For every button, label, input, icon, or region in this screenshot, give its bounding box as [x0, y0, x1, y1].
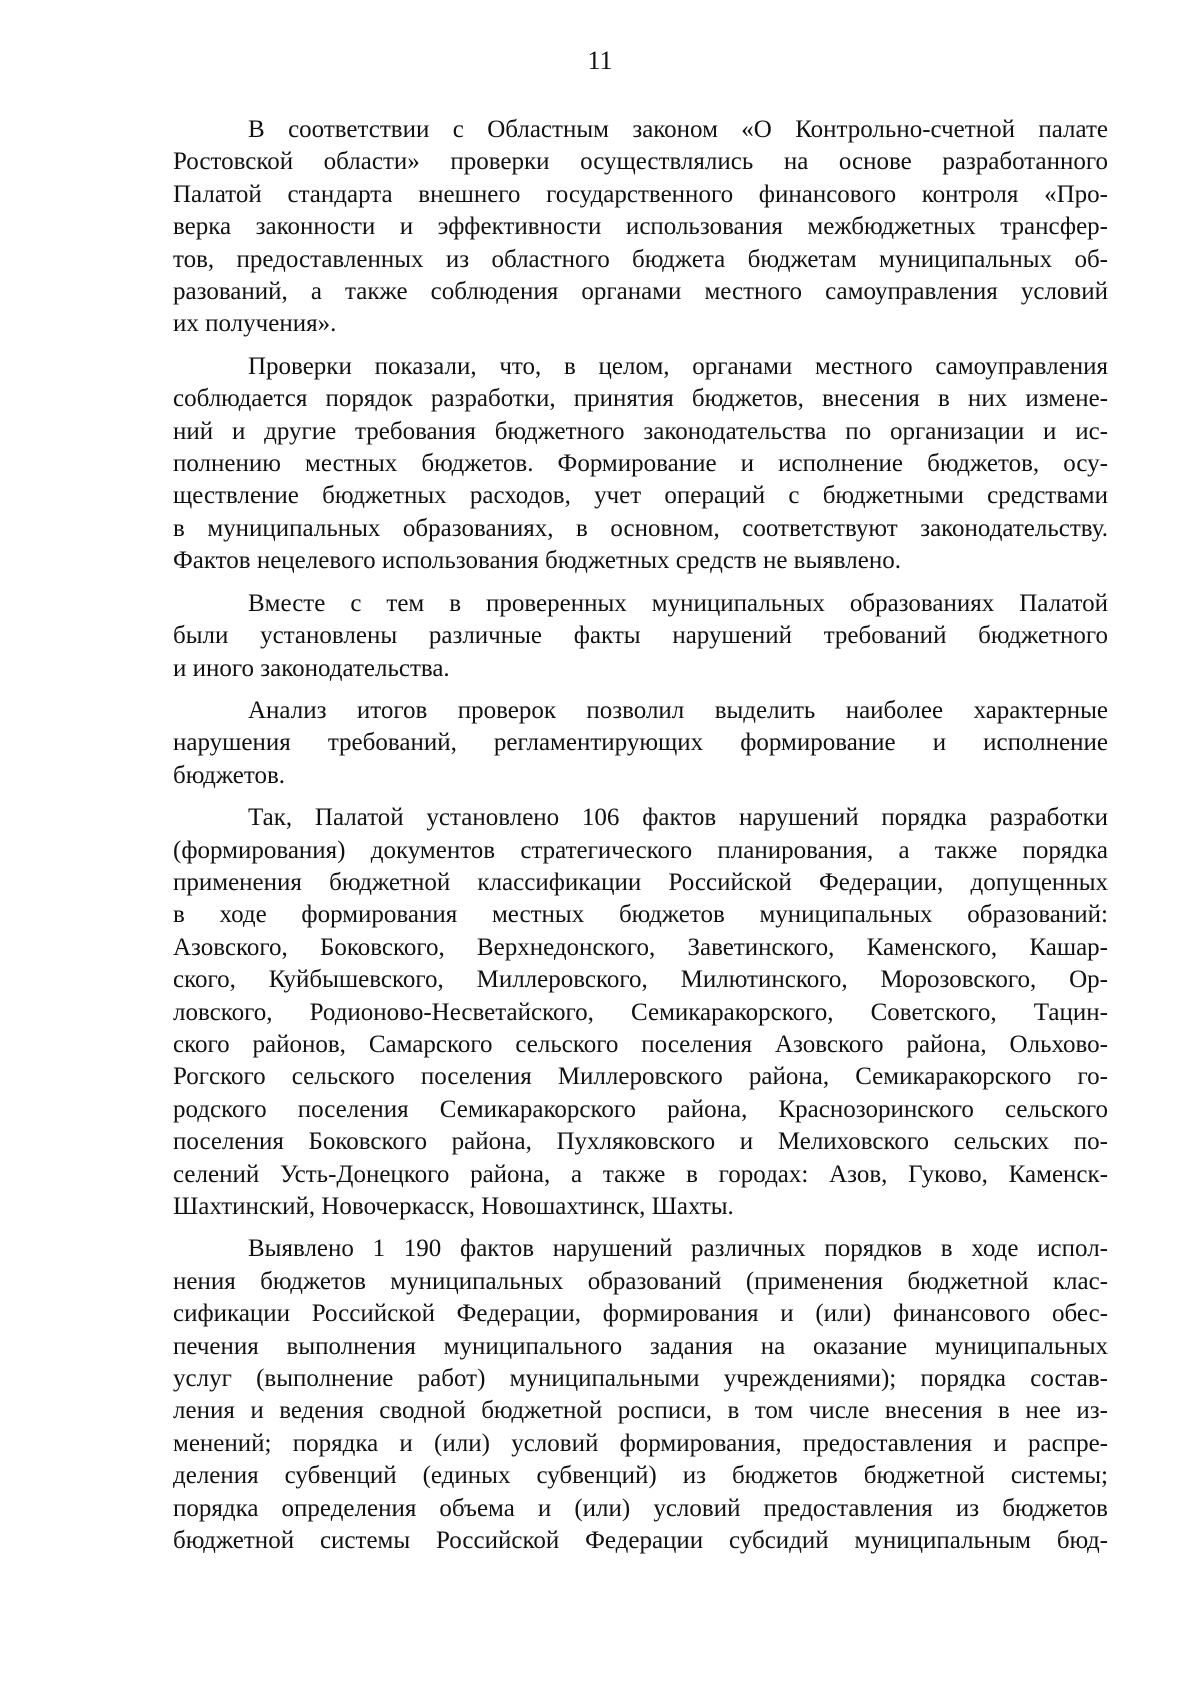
text-line: поселения Боковского района, Пухляковского и Мелиховского сельских по- — [173, 1128, 1108, 1156]
text-line: селений Усть-Донецкого района, а также в городах: Азов, Гуково, Каменск- — [173, 1160, 1108, 1188]
text-line: верка законности и эффективности использования межбюджетных трансфер- — [173, 213, 1108, 241]
text-line: менений; порядка и (или) условий формирования, предоставления и распре- — [173, 1429, 1108, 1457]
text-line: применения бюджетной классификации Российской Федерации, допущенных — [173, 868, 1108, 896]
text-line: Проверки показали, что, в целом, органами местного самоуправления — [248, 352, 1108, 380]
paragraph-execution-violations — [173, 1233, 1108, 1557]
text-line: разований, а также соблюдения органами местного самоуправления условий — [173, 278, 1108, 306]
text-line: нарушения требований, регламентирующих формирование и исполнение — [173, 729, 1108, 757]
text-line: ления и ведения сводной бюджетной росписи, в том числе внесения в нее из- — [173, 1397, 1108, 1425]
text-line: Фактов нецелевого использования бюджетных средств не выявлено. — [173, 547, 901, 575]
text-line: Вместе с тем в проверенных муниципальных образованиях Палатой — [248, 589, 1108, 617]
text-line: Анализ итогов проверок позволил выделить наиболее характерные — [248, 696, 1108, 724]
text-line: бюджетной системы Российской Федерации субсидий муниципальным бюд- — [173, 1527, 1108, 1555]
text-line: Выявлено 1 190 фактов нарушений различных порядков в ходе испол- — [248, 1235, 1108, 1263]
text-line: Так, Палатой установлено 106 фактов нарушений порядка разработки — [248, 804, 1108, 832]
text-line: деления субвенций (единых субвенций) из бюджетов бюджетной системы; — [173, 1462, 1108, 1490]
text-line: порядка определения объема и (или) условий предоставления из бюджетов — [173, 1494, 1108, 1522]
paragraph-analysis — [173, 695, 1108, 792]
page-number: 11 — [587, 46, 613, 75]
text-line: их получения». — [173, 310, 337, 338]
text-line: Азовского, Боковского, Верхнедонского, Заветинского, Каменского, Кашар- — [173, 933, 1108, 961]
text-line: родского поселения Семикаракорского района, Краснозоринского сельского — [173, 1095, 1108, 1123]
text-line: ского районов, Самарского сельского поселения Азовского района, Ольхово- — [173, 1030, 1108, 1058]
text-line: ществление бюджетных расходов, учет операций с бюджетными средствами — [173, 482, 1108, 510]
text-line: Ростовской области» проверки осуществлялись на основе разработанного — [173, 148, 1108, 176]
text-line: ний и другие требования бюджетного законодательства по организации и ис- — [173, 417, 1108, 445]
text-line: сификации Российской Федерации, формирования и (или) финансового обес- — [173, 1300, 1108, 1328]
text-line: ского, Куйбышевского, Миллеровского, Милютинского, Морозовского, Ор- — [173, 966, 1108, 994]
text-line: тов, предоставленных из областного бюджета бюджетам муниципальных об- — [173, 245, 1108, 273]
paragraph-standard-basis — [173, 114, 1108, 341]
text-line: печения выполнения муниципального задания на оказание муниципальных — [173, 1332, 1108, 1360]
text-line: и иного законодательства. — [173, 654, 450, 682]
text-line: ловского, Родионово-Несветайского, Семикаракорского, Советского, Тацин- — [173, 998, 1108, 1026]
text-line: Шахтинский, Новочеркасск, Новошахтинск, Шахты. — [173, 1193, 734, 1220]
text-line: В соответствии с Областным законом «О Контрольно-счетной палате — [248, 116, 1108, 143]
paragraph-violations-found — [173, 588, 1108, 685]
text-line: бюджетов. — [173, 761, 286, 789]
document-body — [173, 114, 1108, 1567]
text-line: услуг (выполнение работ) муниципальными учреждениями); порядка состав- — [173, 1365, 1108, 1393]
text-line: Палатой стандарта внешнего государственного финансового контроля «Про- — [173, 180, 1108, 208]
paragraph-planning-violations — [173, 802, 1108, 1223]
text-line: полнению местных бюджетов. Формирование и исполнение бюджетов, осу- — [173, 450, 1108, 478]
text-line: нения бюджетов муниципальных образований (применения бюджетной клас- — [173, 1267, 1108, 1295]
text-line: (формирования) документов стратегического планирования, а также порядка — [173, 836, 1108, 864]
text-line: в ходе формирования местных бюджетов муниципальных образований: — [173, 901, 1108, 929]
text-line: Рогского сельского поселения Миллеровского района, Семикаракорского го- — [173, 1063, 1108, 1091]
text-line: соблюдается порядок разработки, принятия бюджетов, внесения в них измене- — [173, 385, 1108, 413]
paragraph-general-compliance — [173, 351, 1108, 578]
text-line: в муниципальных образованиях, в основном, соответствуют законодательству. — [173, 514, 1108, 542]
text-line: были установлены различные факты нарушений требований бюджетного — [173, 622, 1108, 650]
